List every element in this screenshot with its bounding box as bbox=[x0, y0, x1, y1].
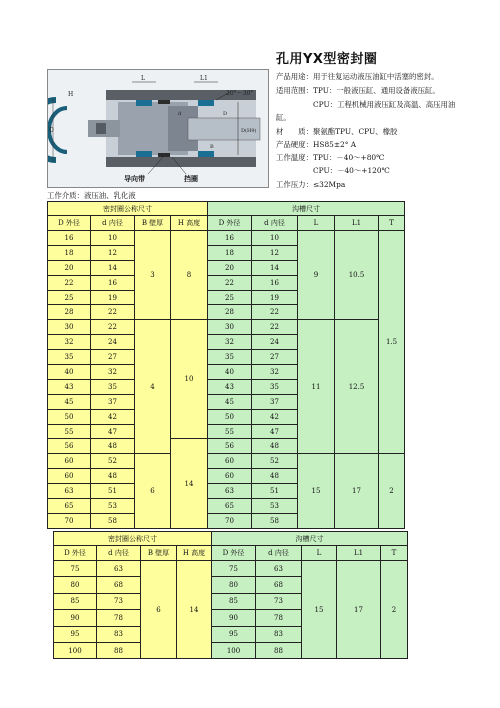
seal-inner-diameter: 63 bbox=[97, 561, 141, 577]
groove-inner-diameter: 22 bbox=[252, 320, 298, 335]
seal-inner-diameter: 52 bbox=[91, 454, 135, 469]
dim-d-label: d bbox=[178, 111, 182, 117]
groove-outer-diameter: 70 bbox=[208, 513, 252, 528]
groove-inner-diameter: 48 bbox=[252, 469, 298, 484]
groove-outer-diameter: 40 bbox=[208, 365, 252, 380]
seal-height: 14 bbox=[171, 439, 208, 528]
groove-outer-diameter: 80 bbox=[212, 577, 256, 593]
spec-line: 工作压力：≤32Mpa bbox=[276, 180, 346, 189]
seal-outer-diameter: 30 bbox=[48, 320, 91, 335]
seal-inner-diameter: 47 bbox=[91, 424, 135, 439]
seal-outer-diameter: 60 bbox=[48, 469, 91, 484]
seal-height: 10 bbox=[171, 320, 208, 439]
column-header: d 内径 bbox=[252, 216, 298, 231]
seal-inner-diameter: 22 bbox=[91, 305, 135, 320]
seal-inner-diameter: 27 bbox=[91, 350, 135, 365]
groove-outer-diameter: 50 bbox=[208, 409, 252, 424]
seal-inner-diameter: 35 bbox=[91, 379, 135, 394]
seal-outer-diameter: 55 bbox=[48, 424, 91, 439]
column-header: d 内径 bbox=[256, 546, 302, 561]
groove-inner-diameter: 78 bbox=[256, 610, 302, 626]
table-row bbox=[48, 231, 405, 246]
seal-inner-diameter: 10 bbox=[91, 231, 135, 246]
seal-outer-diameter: 80 bbox=[54, 577, 97, 593]
column-header: H 高度 bbox=[171, 216, 208, 231]
groove-outer-diameter: 85 bbox=[212, 593, 256, 609]
groove-inner-diameter: 68 bbox=[256, 577, 302, 593]
groove-inner-diameter: 37 bbox=[252, 394, 298, 409]
groove-inner-diameter: 16 bbox=[252, 275, 298, 290]
dim-h-label: H bbox=[68, 91, 74, 98]
groove-inner-diameter: 35 bbox=[252, 379, 298, 394]
groove-length-l1: 10.5 bbox=[335, 231, 379, 320]
dim-tolerance-label: D(H9) bbox=[241, 128, 257, 134]
groove-inner-diameter: 88 bbox=[256, 642, 302, 658]
groove-inner-diameter: 52 bbox=[252, 454, 298, 469]
groove-length-l1: 12.5 bbox=[335, 320, 379, 454]
seal-height: 8 bbox=[171, 231, 208, 320]
groove-outer-diameter: 35 bbox=[208, 350, 252, 365]
seal-inner-diameter: 42 bbox=[91, 409, 135, 424]
dim-l1-label: L1 bbox=[200, 75, 208, 82]
groove-inner-diameter: 58 bbox=[252, 513, 298, 528]
cross-section-drawing bbox=[48, 70, 268, 187]
groove-outer-diameter: 28 bbox=[208, 305, 252, 320]
table-row bbox=[48, 320, 405, 335]
seal-inner-diameter: 88 bbox=[97, 642, 141, 658]
seal-outer-diameter: 22 bbox=[48, 275, 91, 290]
seal-wall-thickness: 6 bbox=[141, 561, 177, 659]
seal-inner-diameter: 78 bbox=[97, 610, 141, 626]
dim-left-label: D bbox=[49, 127, 54, 134]
column-header: L1 bbox=[335, 216, 379, 231]
seal-outer-diameter: 70 bbox=[48, 513, 91, 528]
working-medium: 工作介质：液压油、乳化液 bbox=[47, 191, 136, 200]
groove-inner-diameter: 12 bbox=[252, 245, 298, 260]
retaining-ring-label: 挡圈 bbox=[184, 174, 198, 183]
seal-outer-diameter: 63 bbox=[48, 484, 91, 499]
spec-line: 产品用途：用于往复运动液压油缸中活塞的密封。 bbox=[276, 72, 439, 81]
angle-label: 20°～30° bbox=[226, 90, 254, 97]
spec-line: 工作温度：TPU：－40～+80℃ bbox=[276, 153, 385, 162]
dimension-table-large bbox=[53, 531, 408, 659]
column-header: D 外径 bbox=[212, 546, 256, 561]
groove-inner-diameter: 53 bbox=[252, 499, 298, 514]
seal-inner-diameter: 12 bbox=[91, 245, 135, 260]
seal-outer-diameter: 43 bbox=[48, 379, 91, 394]
column-header: L bbox=[298, 216, 335, 231]
seal-outer-diameter: 18 bbox=[48, 245, 91, 260]
groove-inner-diameter: 14 bbox=[252, 260, 298, 275]
groove-inner-diameter: 19 bbox=[252, 290, 298, 305]
spec-line: 缸。 bbox=[276, 113, 291, 122]
column-header: d 内径 bbox=[91, 216, 135, 231]
dim-l-label: L bbox=[141, 75, 145, 82]
seal-inner-diameter: 73 bbox=[97, 593, 141, 609]
seal-inner-diameter: 24 bbox=[91, 335, 135, 350]
column-header: T bbox=[379, 216, 405, 231]
column-header: H 高度 bbox=[177, 546, 212, 561]
seal-outer-diameter: 35 bbox=[48, 350, 91, 365]
groove-inner-diameter: 48 bbox=[252, 439, 298, 454]
groove-outer-diameter: 18 bbox=[208, 245, 252, 260]
seal-outer-diameter: 28 bbox=[48, 305, 91, 320]
groove-outer-diameter: 56 bbox=[208, 439, 252, 454]
groove-outer-diameter: 45 bbox=[208, 394, 252, 409]
seal-inner-diameter: 68 bbox=[97, 577, 141, 593]
groove-length-l: 9 bbox=[298, 231, 335, 320]
spec-line: 适用范围：TPU：一般液压缸、通用设备液压缸。 bbox=[276, 86, 440, 95]
groove-inner-diameter: 22 bbox=[252, 305, 298, 320]
seal-outer-diameter: 90 bbox=[54, 610, 97, 626]
seal-inner-diameter: 16 bbox=[91, 275, 135, 290]
groove-inner-diameter: 63 bbox=[256, 561, 302, 577]
groove-outer-diameter: 75 bbox=[212, 561, 256, 577]
seal-outer-diameter: 50 bbox=[48, 409, 91, 424]
column-header: D 外径 bbox=[208, 216, 252, 231]
groove-outer-diameter: 95 bbox=[212, 626, 256, 642]
seal-wall-thickness: 6 bbox=[135, 454, 171, 528]
groove-outer-diameter: 22 bbox=[208, 275, 252, 290]
seal-outer-diameter: 65 bbox=[48, 499, 91, 514]
groove-outer-diameter: 65 bbox=[208, 499, 252, 514]
dim-D-label: D bbox=[223, 111, 228, 117]
groove-inner-diameter: 32 bbox=[252, 365, 298, 380]
spec-line: 产品硬度：HS85±2° A bbox=[276, 140, 357, 149]
seal-inner-diameter: 37 bbox=[91, 394, 135, 409]
groove-outer-diameter: 43 bbox=[208, 379, 252, 394]
seal-outer-diameter: 75 bbox=[54, 561, 97, 577]
seal-inner-diameter: 48 bbox=[91, 469, 135, 484]
seal-outer-diameter: 40 bbox=[48, 365, 91, 380]
group-header-seal: 密封圈公称尺寸 bbox=[48, 202, 208, 216]
seal-outer-diameter: 25 bbox=[48, 290, 91, 305]
seal-inner-diameter: 53 bbox=[91, 499, 135, 514]
groove-inner-diameter: 47 bbox=[252, 424, 298, 439]
column-header: D 外径 bbox=[48, 216, 91, 231]
groove-outer-diameter: 60 bbox=[208, 454, 252, 469]
dim-b-label: B bbox=[210, 144, 214, 150]
groove-outer-diameter: 30 bbox=[208, 320, 252, 335]
groove-inner-diameter: 24 bbox=[252, 335, 298, 350]
seal-outer-diameter: 100 bbox=[54, 642, 97, 658]
seal-outer-diameter: 85 bbox=[54, 593, 97, 609]
table-row bbox=[54, 561, 408, 577]
groove-inner-diameter: 51 bbox=[252, 484, 298, 499]
dimension-table-main bbox=[47, 201, 405, 529]
column-header: L bbox=[302, 546, 337, 561]
groove-depth-t: 2 bbox=[381, 561, 408, 659]
seal-outer-diameter: 45 bbox=[48, 394, 91, 409]
groove-outer-diameter: 25 bbox=[208, 290, 252, 305]
groove-length-l: 11 bbox=[298, 320, 335, 454]
seal-inner-diameter: 14 bbox=[91, 260, 135, 275]
column-header: B 壁厚 bbox=[135, 216, 171, 231]
seal-outer-diameter: 32 bbox=[48, 335, 91, 350]
seal-wall-thickness: 4 bbox=[135, 320, 171, 454]
column-header: d 内径 bbox=[97, 546, 141, 561]
seal-inner-diameter: 48 bbox=[91, 439, 135, 454]
groove-outer-diameter: 90 bbox=[212, 610, 256, 626]
groove-inner-diameter: 10 bbox=[252, 231, 298, 246]
spec-line: CPU：工程机械用液压缸及高温、高压用油 bbox=[276, 100, 456, 109]
seal-outer-diameter: 95 bbox=[54, 626, 97, 642]
groove-length-l: 15 bbox=[298, 454, 335, 528]
seal-wall-thickness: 3 bbox=[135, 231, 171, 320]
column-header: T bbox=[381, 546, 408, 561]
column-header: B 壁厚 bbox=[141, 546, 177, 561]
groove-depth-t: 2 bbox=[379, 454, 405, 528]
seal-inner-diameter: 19 bbox=[91, 290, 135, 305]
guide-band-label: 导向带 bbox=[124, 174, 145, 183]
seal-outer-diameter: 20 bbox=[48, 260, 91, 275]
groove-outer-diameter: 63 bbox=[208, 484, 252, 499]
groove-outer-diameter: 100 bbox=[212, 642, 256, 658]
column-header: D 外径 bbox=[54, 546, 97, 561]
seal-outer-diameter: 16 bbox=[48, 231, 91, 246]
groove-outer-diameter: 32 bbox=[208, 335, 252, 350]
groove-length-l1: 17 bbox=[337, 561, 381, 659]
groove-inner-diameter: 83 bbox=[256, 626, 302, 642]
group-header-groove: 沟槽尺寸 bbox=[208, 202, 405, 216]
seal-height: 14 bbox=[177, 561, 212, 659]
seal-installation-figure bbox=[47, 69, 269, 188]
groove-depth-t: 1.5 bbox=[379, 231, 405, 454]
column-header: L1 bbox=[337, 546, 381, 561]
groove-outer-diameter: 60 bbox=[208, 469, 252, 484]
groove-inner-diameter: 73 bbox=[256, 593, 302, 609]
group-header-groove: 沟槽尺寸 bbox=[212, 532, 408, 546]
spec-line: CPU：－40～+120℃ bbox=[276, 166, 390, 175]
group-header-seal: 密封圈公称尺寸 bbox=[54, 532, 212, 546]
seal-inner-diameter: 51 bbox=[91, 484, 135, 499]
spec-line: 材 质：聚氨酯TPU、CPU、橡胶 bbox=[276, 127, 398, 136]
groove-inner-diameter: 42 bbox=[252, 409, 298, 424]
groove-length-l: 15 bbox=[302, 561, 337, 659]
seal-inner-diameter: 58 bbox=[91, 513, 135, 528]
seal-inner-diameter: 83 bbox=[97, 626, 141, 642]
groove-outer-diameter: 20 bbox=[208, 260, 252, 275]
seal-inner-diameter: 32 bbox=[91, 365, 135, 380]
seal-outer-diameter: 56 bbox=[48, 439, 91, 454]
groove-outer-diameter: 55 bbox=[208, 424, 252, 439]
groove-length-l1: 17 bbox=[335, 454, 379, 528]
groove-inner-diameter: 27 bbox=[252, 350, 298, 365]
page-title: 孔用YX型密封圈 bbox=[276, 52, 378, 67]
seal-inner-diameter: 22 bbox=[91, 320, 135, 335]
seal-outer-diameter: 60 bbox=[48, 454, 91, 469]
table-row bbox=[48, 454, 405, 469]
groove-outer-diameter: 16 bbox=[208, 231, 252, 246]
